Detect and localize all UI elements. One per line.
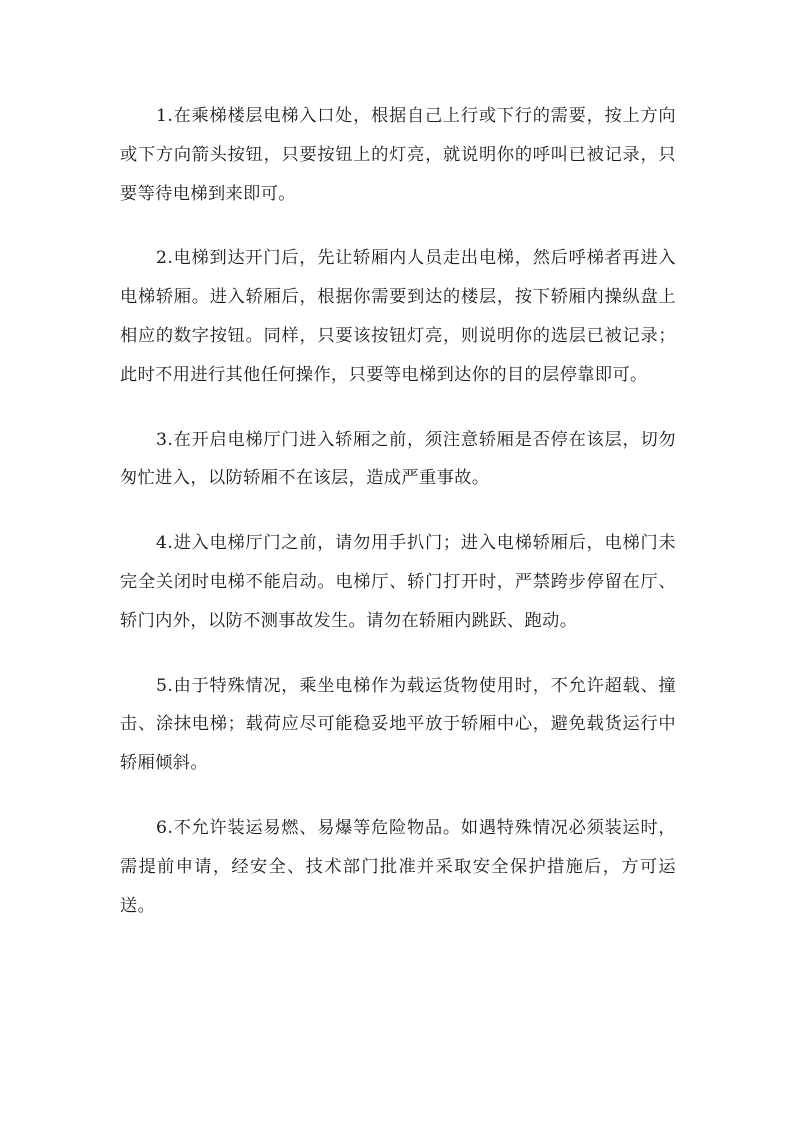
paragraph-2: 2.电梯到达开门后，先让轿厢内人员走出电梯，然后呼梯者再进入电梯轿厢。进入轿厢后，根据你需要到达的楼层，按下轿厢内操纵盘上相应的数字按钮。同样，只要该按钮灯亮，则说明你的选层已被记录；此时不用进行其他任何操作，只要等电梯到达你的目的层停靠即可。: [120, 248, 676, 385]
paragraph-6: 6.不允许装运易燃、易爆等危险物品。如遇特殊情况必须装运时，需提前申请，经安全、技术部门批准并采取安全保护措施后，方可运送。: [120, 817, 676, 916]
paragraph-4: 4.进入电梯厅门之前，请勿用手扒门；进入电梯轿厢后，电梯门未完全关闭时电梯不能启动。电梯厅、轿门打开时，严禁跨步停留在厅、轿门内外，以防不测事故发生。请勿在轿厢内跳跃、跑动。: [120, 533, 676, 631]
document-body: [120, 97, 676, 951]
paragraph-5: 5.由于特殊情况，乘坐电梯作为载运货物使用时，不允许超载、撞击、涂抹电梯；载荷应尽可能稳妥地平放于轿厢中心，避免载货运行中轿厢倾斜。: [120, 675, 676, 774]
paragraph-1: 1.在乘梯楼层电梯入口处，根据自己上行或下行的需要，按上方向或下方向箭头按钮，只要按钮上的灯亮，就说明你的呼叫已被记录，只要等待电梯到来即可。: [120, 106, 676, 204]
paragraph-3: 3.在开启电梯厅门进入轿厢之前，须注意轿厢是否停在该层，切勿匆忙进入，以防轿厢不在该层，造成严重事故。: [120, 429, 676, 489]
